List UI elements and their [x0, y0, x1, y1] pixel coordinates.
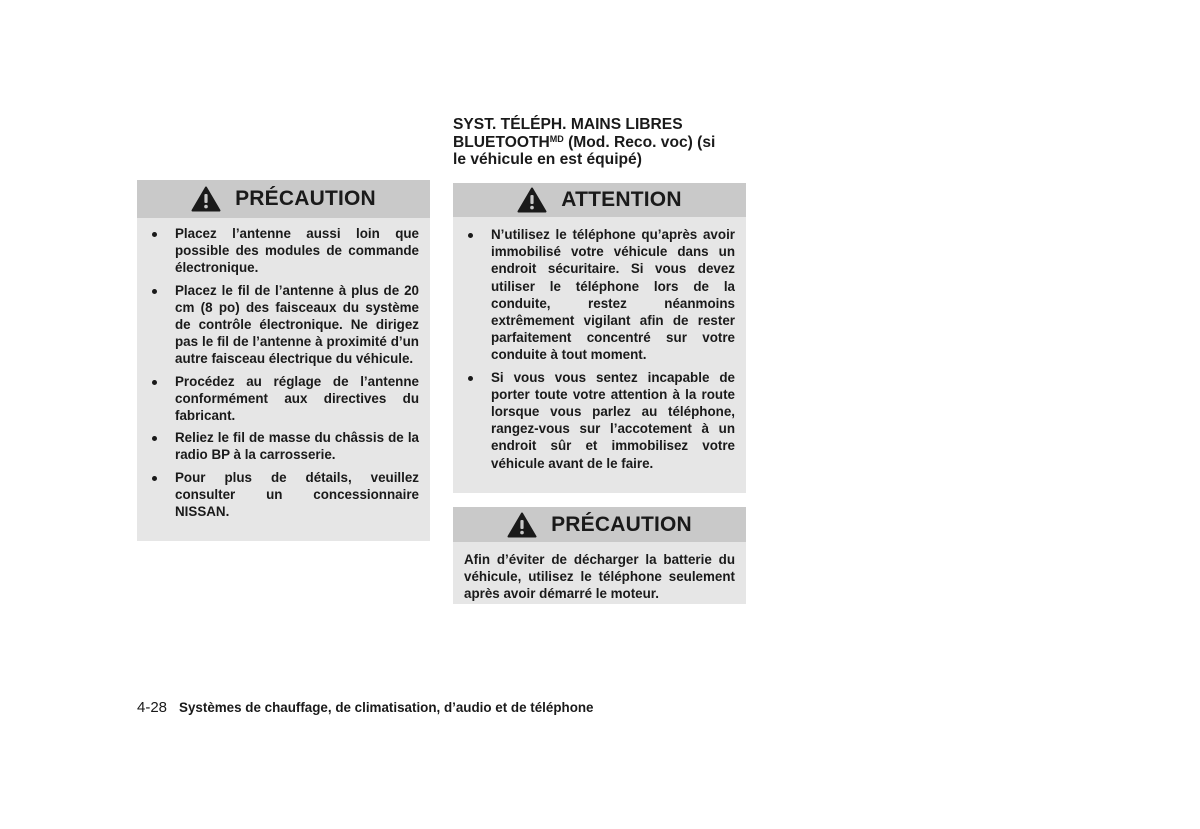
bullet-icon	[152, 232, 157, 237]
list-item: Si vous vous sentez incapable de porter toute votre attention à la route lorsque vous parlez au téléphone, rangez-vous sur l’accotement à un endroit sûr et immobilisez votre véhicule avant de le faire.	[457, 369, 735, 472]
page-number: 4-28	[137, 699, 168, 716]
list-item: Placez le fil de l’antenne à plus de 20 cm (8 po) des faisceaux du système de contrôle électronique. Ne dirigez pas le fil de l’antenne à proximité d’un autre faisceau électrique du véhicule.	[141, 282, 419, 368]
bullet-icon	[468, 233, 473, 238]
attention-box	[453, 183, 746, 493]
warning-triangle-icon	[191, 186, 221, 212]
precaution-title: PRÉCAUTION	[235, 187, 376, 210]
warning-triangle-icon	[507, 512, 537, 538]
attention-header	[453, 183, 746, 217]
attention-title: ATTENTION	[561, 188, 682, 211]
bullet-icon	[152, 380, 157, 385]
list-item: Placez l’antenne aussi loin que possible des modules de commande électronique.	[141, 225, 419, 277]
heading-line-2: $BLUETOOTH^{MD}$ (Mod. Reco. voc) (si	[453, 133, 716, 151]
precaution-box-antenna	[137, 180, 430, 541]
list-item: Pour plus de détails, veuillez consulter un concessionnaire NISSAN.	[141, 469, 419, 521]
attention-list	[457, 226, 735, 472]
section-title: Systèmes de chauffage, de climatisation, d’audio et de téléphone	[179, 700, 594, 715]
precaution-header	[453, 507, 746, 542]
bullet-icon	[468, 376, 473, 381]
list-item: Procédez au réglage de l’antenne conformément aux directives du fabricant.	[141, 373, 419, 425]
heading-line-1: SYST. TÉLÉPH. MAINS LIBRES	[453, 116, 683, 133]
precaution-header	[137, 180, 430, 218]
section-heading	[453, 116, 753, 169]
bullet-icon	[152, 436, 157, 441]
precaution-title: PRÉCAUTION	[551, 512, 692, 536]
list-item: N’utilisez le téléphone qu’après avoir immobilisé votre véhicule dans un endroit sécuritaire. Si vous devez utiliser le téléphone lors de la conduite, restez néanmoins extrêmement vigilant afin de rester parfaitement concentré sur votre conduite à tout moment.	[457, 226, 735, 364]
bullet-icon	[152, 289, 157, 294]
precaution-box-battery	[453, 507, 746, 604]
bullet-icon	[152, 476, 157, 481]
list-item: Reliez le fil de masse du châssis de la radio BP à la carrosserie.	[141, 429, 419, 463]
precaution-text: Afin d’éviter de décharger la batterie du véhicule, utilisez le téléphone seulement après avoir démarré le moteur.	[464, 552, 735, 602]
precaution-list	[141, 225, 419, 520]
warning-triangle-icon	[517, 187, 547, 213]
heading-line-3: le véhicule en est équipé)	[453, 151, 642, 168]
page-footer	[137, 699, 594, 716]
